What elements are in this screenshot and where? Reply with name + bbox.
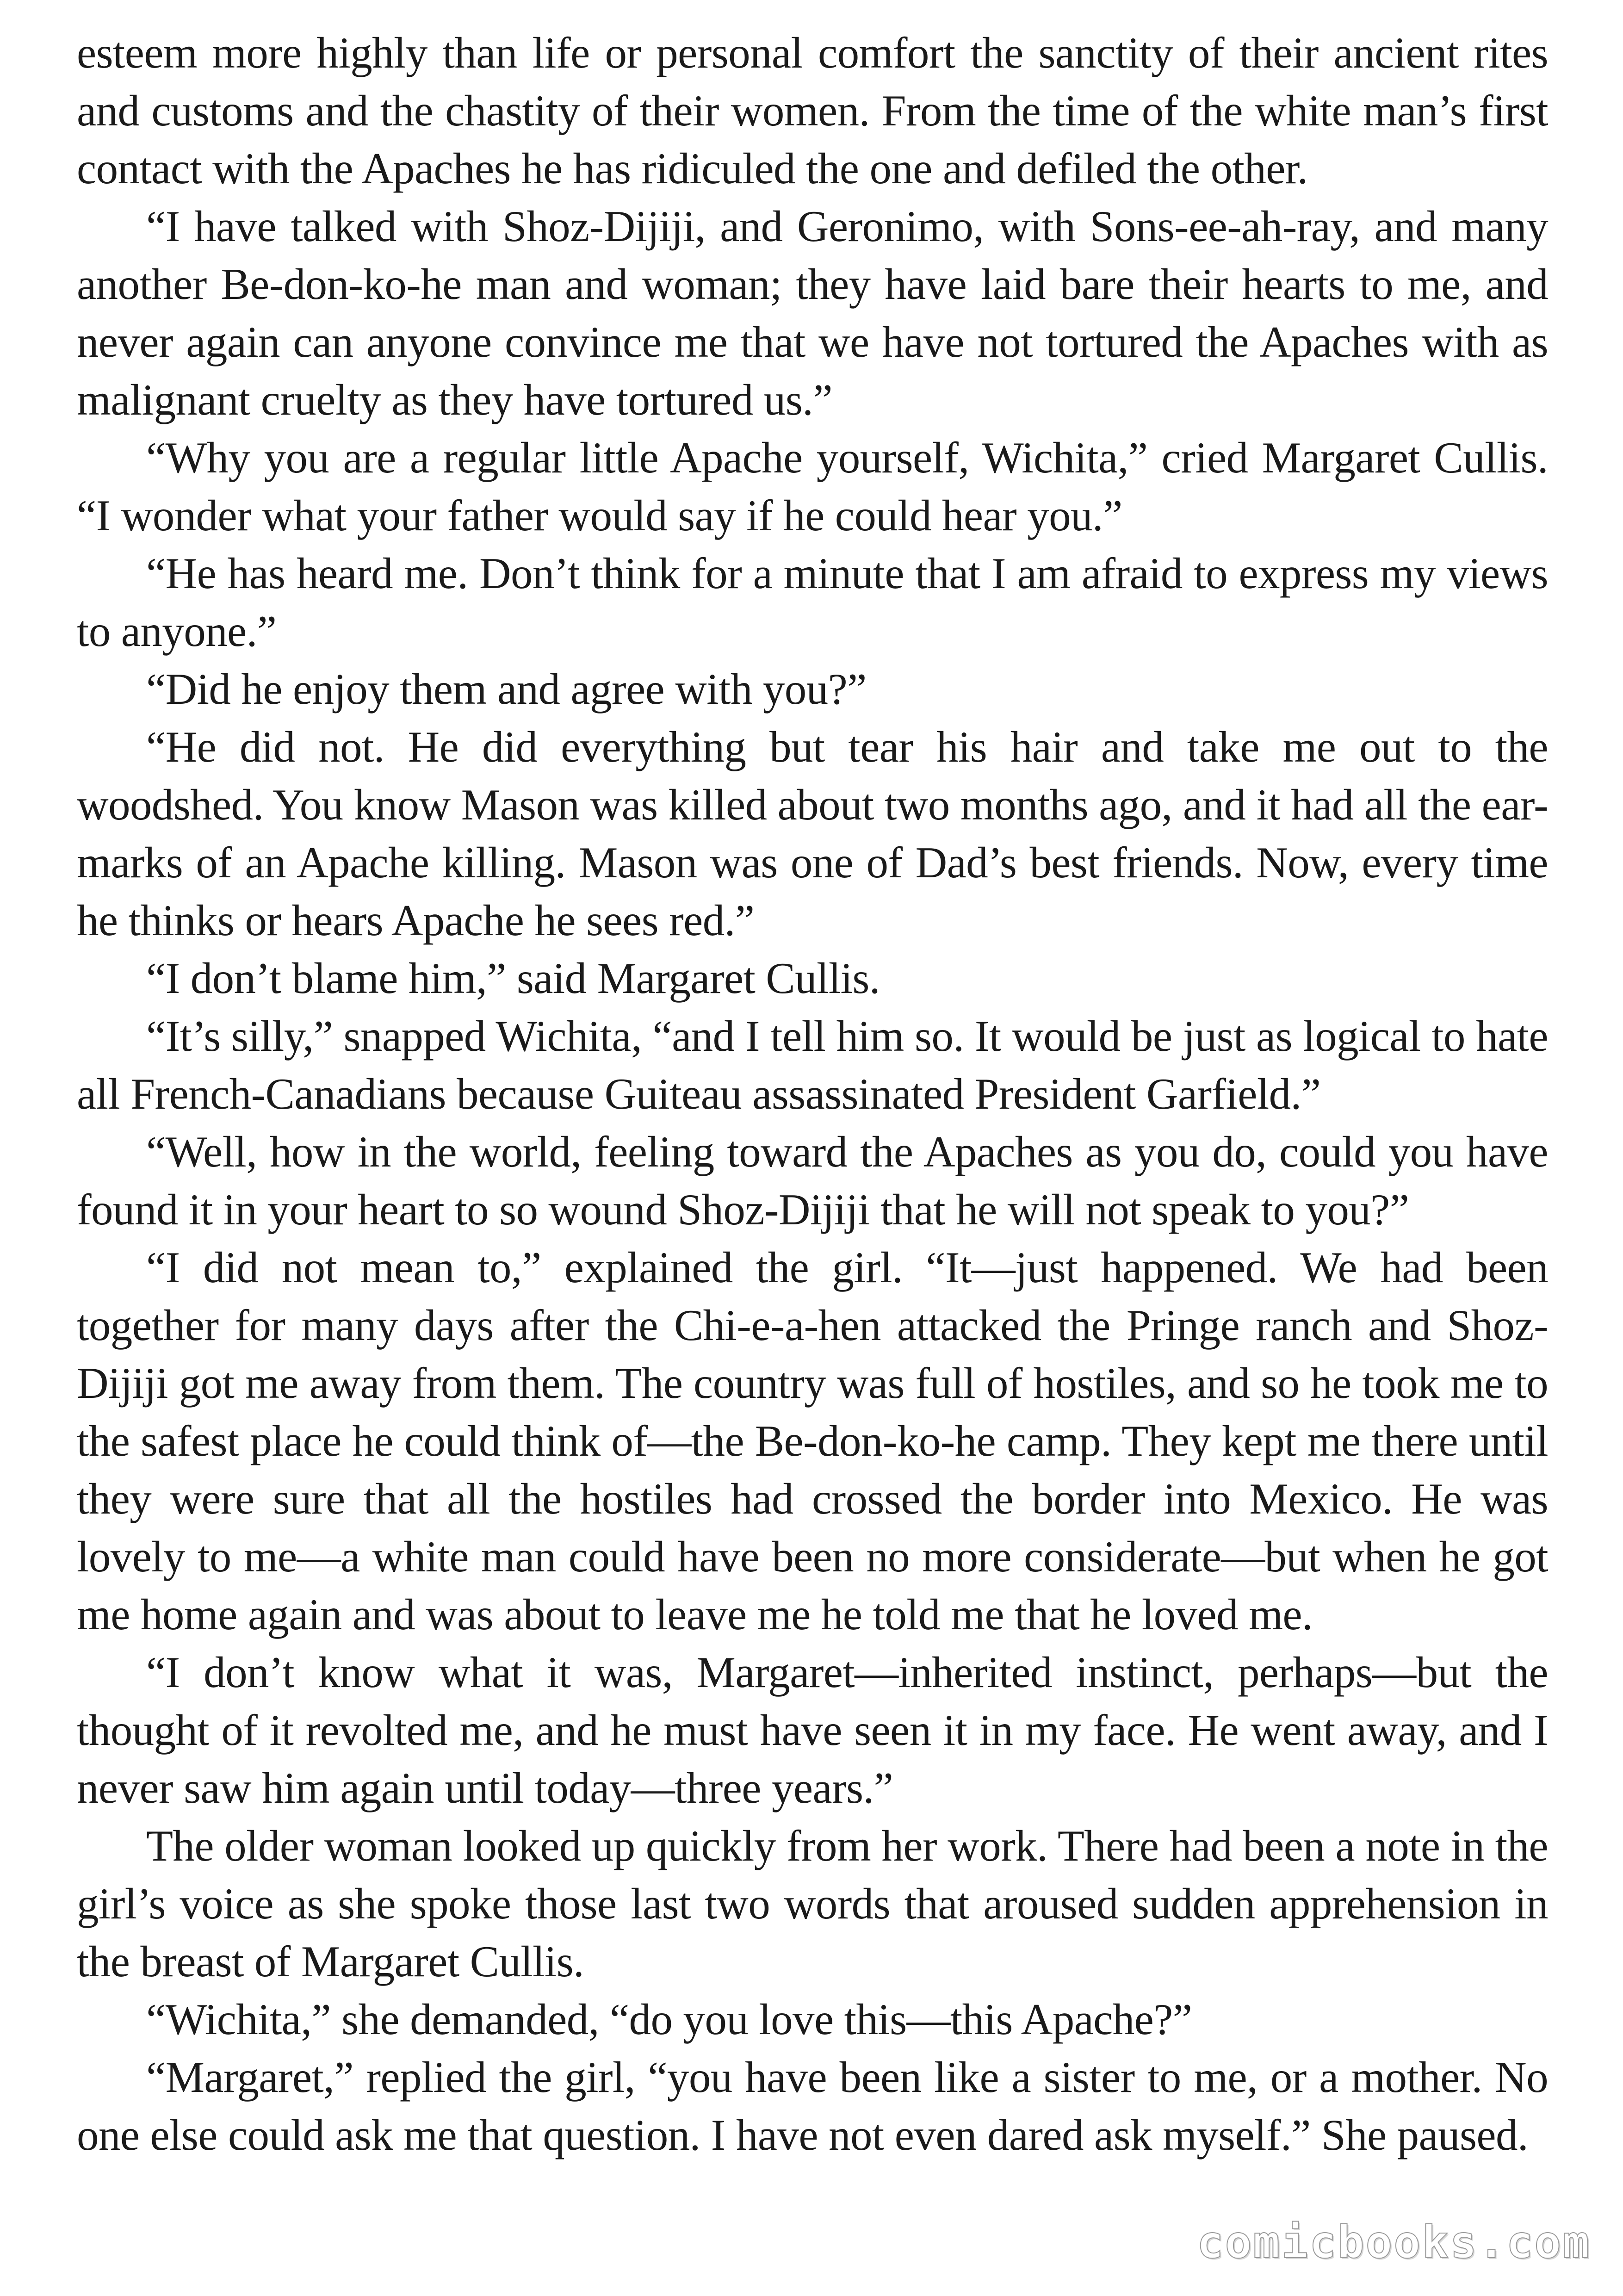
paragraph-13: “Wichita,” she demanded, “do you love this—this Apache?” <box>146 1995 1192 2044</box>
paragraph-5: “Did he enjoy them and agree with you?” <box>146 664 867 714</box>
paragraph-12: The older woman looked up quickly from her work. There had been a note in the girl’s voice as she spoke those last two words that aroused sudden apprehension in the breast of Margaret Cullis. <box>77 1821 1548 1986</box>
paragraph-10: “I did not mean to,” explained the girl. “It—just happened. We had been together for many days after the Chi-e-a-hen attacked the Pringe ranch and Shoz-Dijiji got me away from them. The country was full of hostiles, and so he took me to the safest place he could think of—the Be-don-ko-he camp. They kept me there until they were sure that all the hostiles had crossed the border into Mexico. He was lovely to me—a white man could have been no more considerate—but when he got me home again and was about to leave me he told me that he loved me. <box>77 1243 1548 1639</box>
paragraph-14: “Margaret,” replied the girl, “you have been like a sister to me, or a mother. No one else could ask me that question. I have not even dared ask myself.” She paused. <box>77 2053 1548 2159</box>
paragraph-11: “I don’t know what it was, Margaret—inherited instinct, perhaps—but the thought of it revolted me, and he must have seen it in my face. He went away, and I never saw him again until today—three years.” <box>77 1648 1548 1812</box>
paragraph-8: “It’s silly,” snapped Wichita, “and I tell him so. It would be just as logical to hate all French-Canadians because Guiteau assassinated President Garfield.” <box>77 1011 1548 1118</box>
paragraph-4: “He has heard me. Don’t think for a minute that I am afraid to express my views to anyone.” <box>77 549 1548 656</box>
paragraph-7: “I don’t blame him,” said Margaret Cullis. <box>146 954 880 1003</box>
paragraph-2: “I have talked with Shoz-Dijiji, and Geronimo, with Sons-ee-ah-ray, and many another Be-don-ko-he man and woman; they have laid bare their hearts to me, and never again can anyone convince me that we have not tortured the Apaches with as malignant cruelty as they have tortured us.” <box>77 202 1548 424</box>
body-text <box>77 24 1548 2164</box>
site-watermark: comicbooks.com <box>1196 2216 1591 2268</box>
paragraph-9: “Well, how in the world, feeling toward the Apaches as you do, could you have found it in your heart to so wound Shoz-Dijiji that he will not speak to you?” <box>77 1127 1548 1234</box>
paragraph-3: “Why you are a regular little Apache yourself, Wichita,” cried Margaret Cullis. “I wonder what your father would say if he could hear you.” <box>77 433 1548 540</box>
paragraph-6: “He did not. He did everything but tear his hair and take me out to the woodshed. You know Mason was killed about two months ago, and it had all the ear-marks of an Apache killing. Mason was one of Dad’s best friends. Now, every time he thinks or hears Apache he sees red.” <box>77 722 1548 945</box>
paragraph-1: esteem more highly than life or personal comfort the sanctity of their ancient rites and customs and the chastity of their women. From the time of the white man’s first contact with the Apaches he has ridiculed the one and defiled the other. <box>77 28 1548 193</box>
